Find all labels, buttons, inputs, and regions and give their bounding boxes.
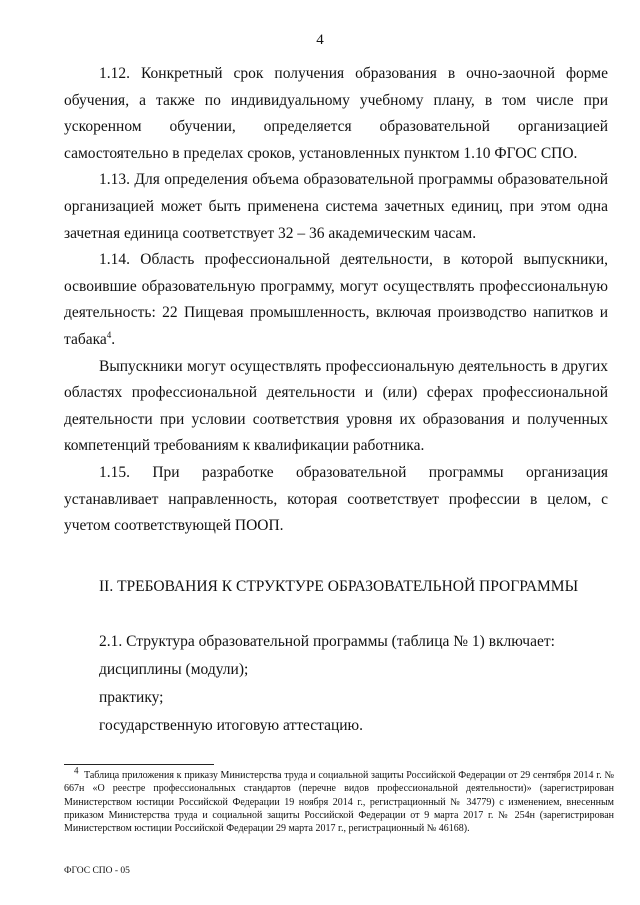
paragraph-1-14-text: 1.14. Область профессиональной деятельности, в которой выпускники, освоившие образовательную программу, могут осуществлять профессиональную деятельность: 22 Пищевая промышленность, включая производство напитков и табака [64, 251, 608, 348]
structure-list [64, 628, 608, 740]
section-heading: II. ТРЕБОВАНИЯ К СТРУКТУРЕ ОБРАЗОВАТЕЛЬНОЙ ПРОГРАММЫ [99, 577, 579, 595]
footnote-reference: 4 [106, 329, 112, 340]
paragraph-graduates: Выпускники могут осуществлять профессиональную деятельность в других областях профессиональной деятельности и (или) сферах профессиональной деятельности при условии соответствия уровня их образования и полученных компетенций требованиям к квалификации работника. [64, 357, 608, 455]
paragraph-1-13: 1.13. Для определения объема образовательной программы образовательной организацией может быть применена система зачетных единиц, при этом одна зачетная единица соответствует 32 – 36 академическим часам. [64, 171, 608, 242]
footer-document-code: ФГОС СПО - 05 [64, 866, 130, 876]
footnote-divider [64, 764, 214, 765]
paragraph-1-12: 1.12. Конкретный срок получения образования в очно-заочной форме обучения, а также по индивидуальному учебному плану, в том числе при ускоренном обучении, определяется образовательной организацией самостоятельно в пределах сроков, установленных пунктом 1.10 ФГОС СПО. [64, 65, 608, 162]
structure-item: практику; [99, 688, 164, 706]
footnote-text: Таблица приложения к приказу Министерства труда и социальной защиты Российской Федерации от 29 сентября 2014 г. № 667н «О реестре профессиональных стандартов (перечне видов профессиональной деятельности)» (зарегистрирован Министерством юстиции Российской Федерации 19 ноября 2014 г., регистрационный № 34779) с изменением, внесенным приказом Министерства труда и социальной защиты Российской Федерации от 9 марта 2017 г. № 254н (зарегистрирован Министерством юстиции Российской Федерации 29 марта 2017 г., регистрационный № 46168). [64, 770, 615, 835]
footnote [64, 765, 615, 835]
footnote-mark: 4 [74, 765, 79, 776]
paragraph-1-14-tail: . [111, 330, 116, 348]
paragraph-1-15: 1.15. При разработке образовательной программы организация устанавливает направленность, которая соответствует профессии в целом, с учетом соответствующей ПООП. [64, 463, 608, 535]
structure-item: дисциплины (модули); [99, 660, 249, 678]
paragraph-1-14 [64, 247, 608, 353]
page-number: 4 [316, 32, 324, 48]
structure-item: государственную итоговую аттестацию. [99, 716, 364, 734]
document-body [64, 61, 608, 740]
structure-intro: 2.1. Структура образовательной программы (таблица № 1) включает: [99, 632, 555, 650]
